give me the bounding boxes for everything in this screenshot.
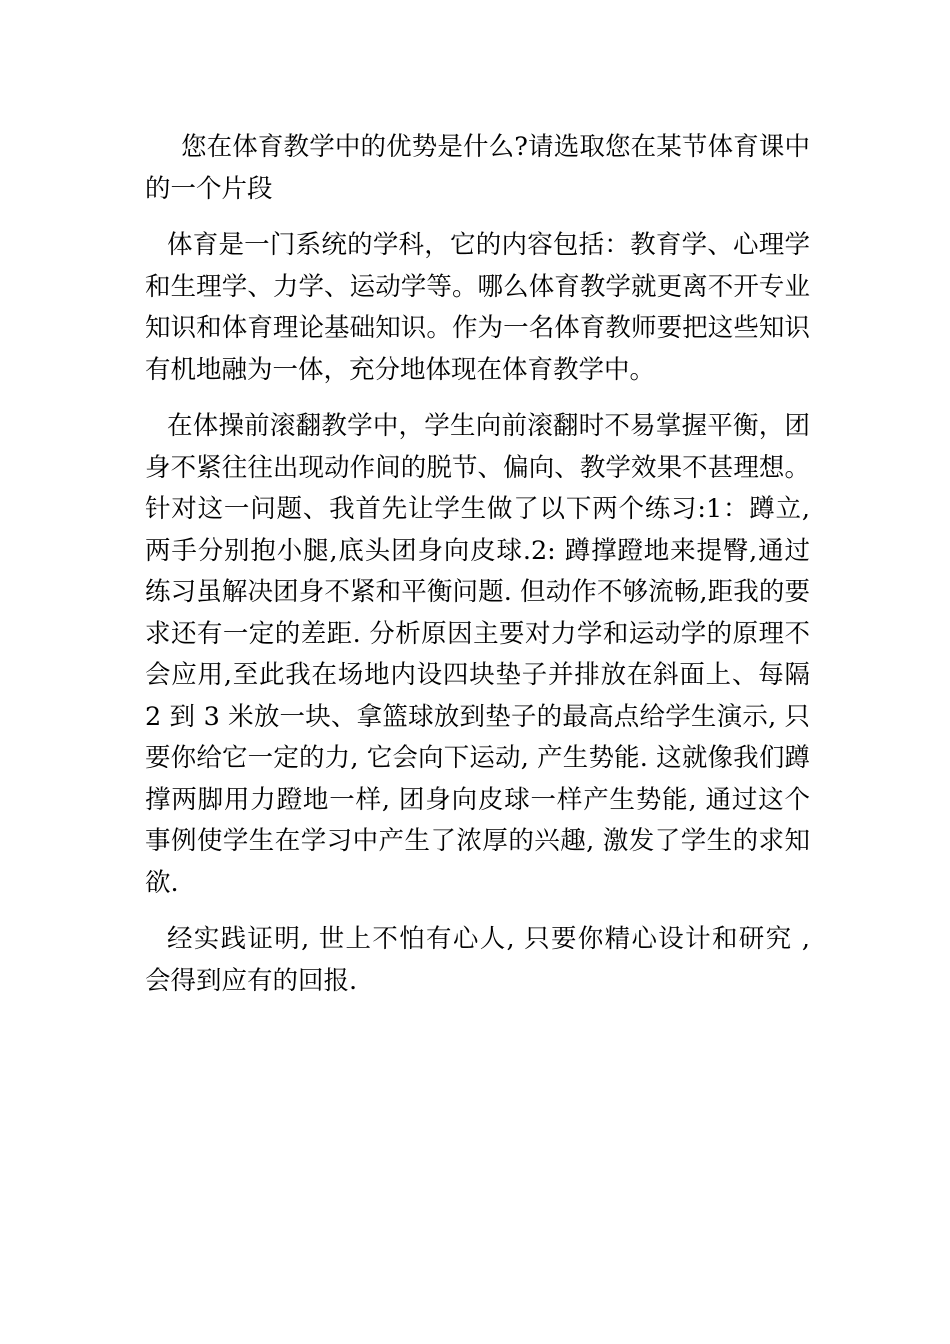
paragraph-intro: 体育是一门系统的学科，它的内容包括：教育学、心理学和生理学、力学、运动学等。哪么体育教学就更离不开专业知识和体育理论基础知识。作为一名体育教师要把这些知识有机地融为一体，充分地体现在体育教学中。 [145, 230, 810, 385]
paragraph-conclusion: 经实践证明, 世上不怕有心人, 只要你精心设计和研究 , 会得到应有的回报. [145, 924, 810, 996]
document-body [145, 127, 810, 1017]
document-title: 您在体育教学中的优势是什么?请选取您在某节体育课中的一个片段 [145, 132, 810, 204]
paragraph-example: 在体操前滚翻教学中，学生向前滚翻时不易掌握平衡，团身不紧往往出现动作间的脱节、偏向、教学效果不甚理想。针对这一问题、我首先让学生做了以下两个练习:1：蹲立,两手分别抱小腿,底头团身向皮球.2: 蹲撑蹬地来提臀,通过练习虽解决团身不紧和平衡问题. 但动作不够流畅,距我的要求还有一定的差距. 分析原因主要对力学和运动学的原理不会应用,至此我在场地内设四块垫子并排放在斜面上、每隔 2 到 3 米放一块、拿篮球放到垫子的最高点给学生演示, 只要你给它一定的力, 它会向下运动, 产生势能. 这就像我们蹲撑两脚用力蹬地一样, 团身向皮球一样产生势能, 通过这个事例使学生在学习中产生了浓厚的兴趣, 激发了学生的求知欲. [145, 411, 810, 898]
